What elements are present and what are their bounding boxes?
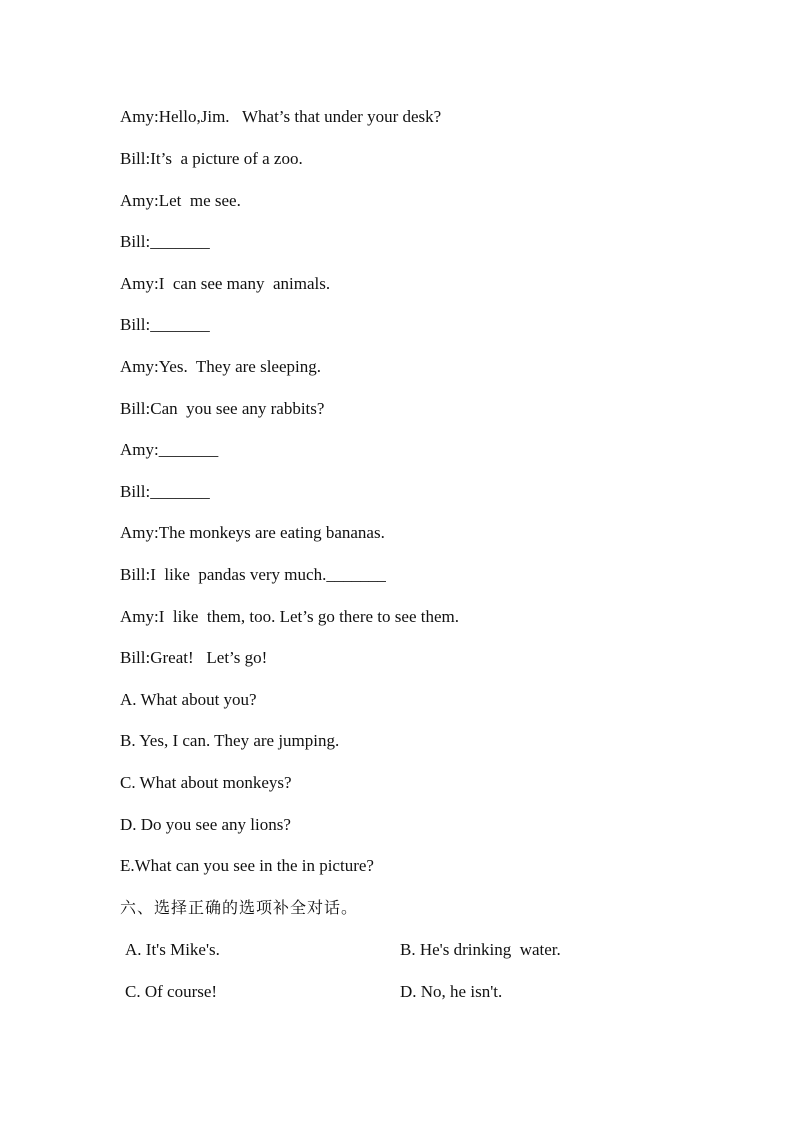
dialogue-line-10: Bill:_______ bbox=[120, 482, 210, 501]
dialogue-line-13: Amy:I like them, too. Let’s go there to see them. bbox=[120, 607, 459, 626]
choice-a: A. What about you? bbox=[120, 690, 257, 709]
choice-b: B. Yes, I can. They are jumping. bbox=[120, 731, 340, 750]
dialogue-line-8: Bill:Can you see any rabbits? bbox=[120, 399, 325, 418]
dialogue-line-3: Amy:Let me see. bbox=[120, 191, 241, 210]
choice-e: E.What can you see in the in picture? bbox=[120, 856, 374, 875]
dialogue-line-2: Bill:It’s a picture of a zoo. bbox=[120, 149, 303, 168]
dialogue-line-5: Amy:I can see many animals. bbox=[120, 274, 331, 293]
dialogue-line-7: Amy:Yes. They are sleeping. bbox=[120, 357, 321, 376]
option-b: B. He's drinking water. bbox=[400, 940, 561, 959]
dialogue-line-14: Bill:Great! Let’s go! bbox=[120, 648, 268, 667]
dialogue-line-6: Bill:_______ bbox=[120, 315, 210, 334]
option-a: A. It's Mike's. bbox=[125, 940, 220, 959]
dialogue-line-9: Amy:_______ bbox=[120, 440, 219, 459]
option-d: D. No, he isn't. bbox=[400, 982, 503, 1001]
section-title: 六、选择正确的选项补全对话。 bbox=[120, 898, 359, 917]
dialogue-line-11: Amy:The monkeys are eating bananas. bbox=[120, 523, 385, 542]
choice-c: C. What about monkeys? bbox=[120, 773, 292, 792]
dialogue-line-1: Amy:Hello,Jim. What’s that under your desk? bbox=[120, 107, 442, 126]
option-c: C. Of course! bbox=[125, 982, 218, 1001]
dialogue-line-12: Bill:I like pandas very much._______ bbox=[120, 565, 386, 584]
choice-d: D. Do you see any lions? bbox=[120, 815, 291, 834]
dialogue-line-4: Bill:_______ bbox=[120, 232, 210, 251]
